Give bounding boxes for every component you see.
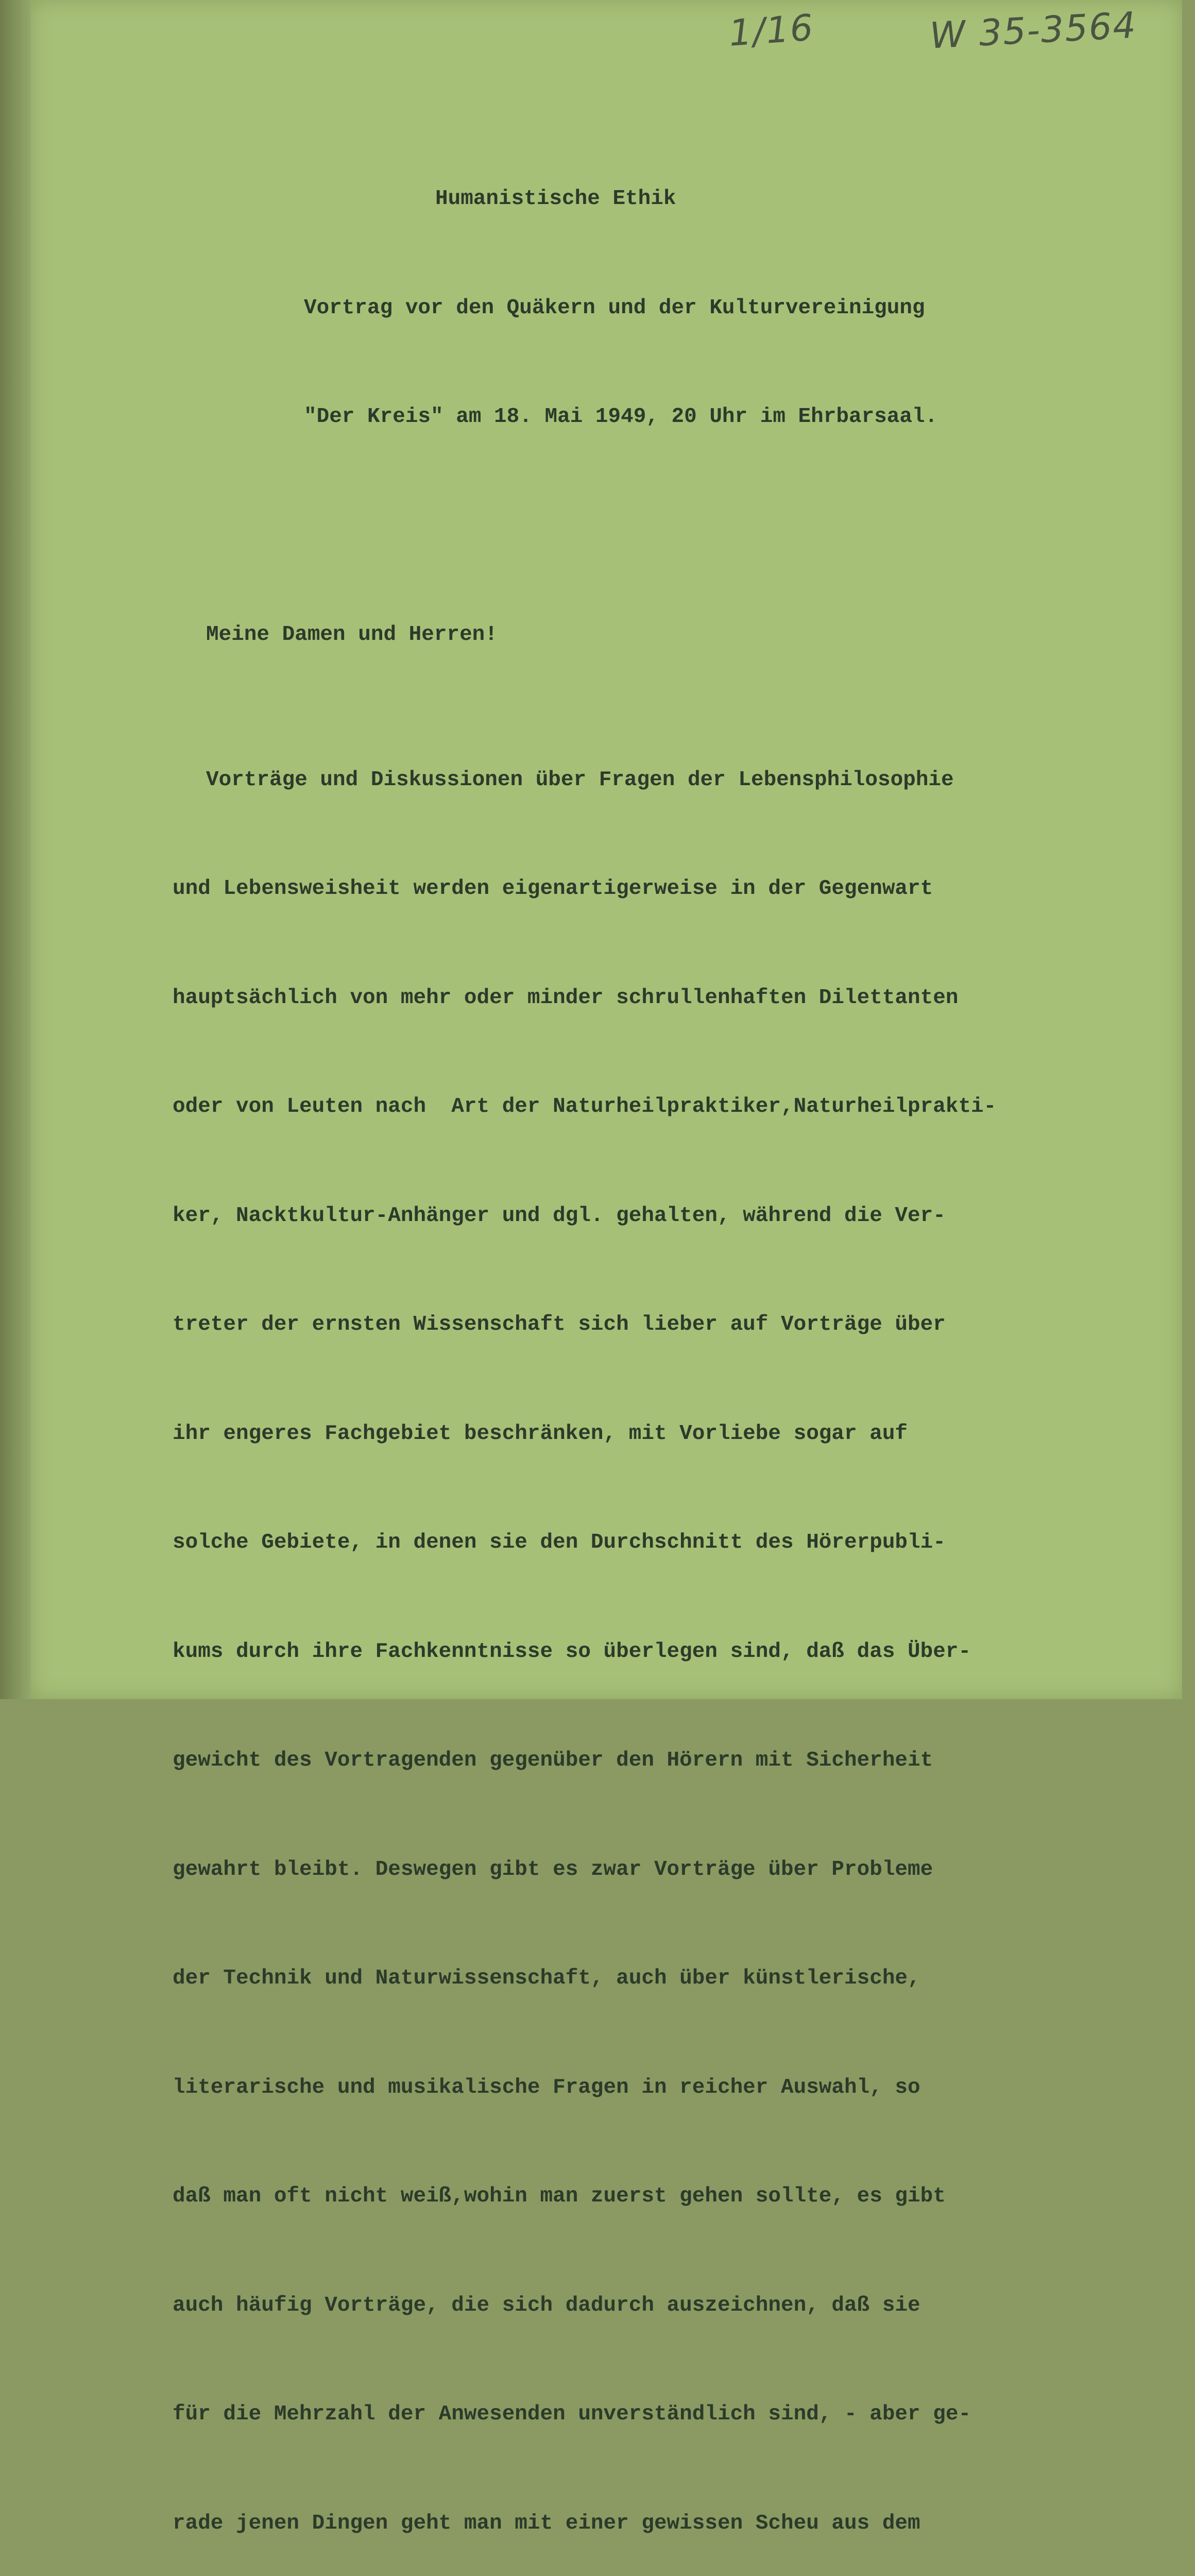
salutation: Meine Damen und Herren!	[206, 622, 498, 647]
text-line: hauptsächlich von mehr oder minder schrullenhaften Dilettanten	[173, 986, 959, 1010]
text-line: gewicht des Vortragenden gegenüber den Hörern mit Sicherheit	[173, 1749, 933, 1772]
text-line: treter der ernsten Wissenschaft sich lieber auf Vorträge über	[173, 1313, 946, 1336]
text-line: gewahrt bleibt. Deswegen gibt es zwar Vorträge über Probleme	[173, 1857, 933, 1882]
handwritten-page-number: 1/16	[727, 6, 815, 55]
text-line: ker, Nacktkultur-Anhänger und dgl. gehalten, während die Ver-	[173, 1204, 946, 1228]
text-line: rade jenen Dingen geht man mit einer gewissen Scheu aus dem	[173, 2511, 920, 2535]
document-subtitle-line-2: "Der Kreis" am 18. Mai 1949, 20 Uhr im Ehrbarsaal.	[304, 405, 938, 429]
text-line: literarische und musikalische Fragen in reicher Auswahl, so	[173, 2075, 920, 2099]
text-line: solche Gebiete, in denen sie den Durchschnitt des Hörerpubli-	[173, 1531, 946, 1554]
text-line: ihr engeres Fachgebiet beschränken, mit Vorliebe sogar auf	[173, 1421, 908, 1446]
document-subtitle-line-1: Vortrag vor den Quäkern und der Kulturvereinigung	[304, 296, 925, 320]
text-line: Vorträge und Diskussionen über Fragen der Lebensphilosophie	[206, 768, 954, 792]
text-line: oder von Leuten nach Art der Naturheilpraktiker,Naturheilprakti-	[173, 1095, 997, 1118]
handwritten-archive-code: W 35-3564	[929, 4, 1138, 57]
text-line: auch häufig Vorträge, die sich dadurch auszeichnen, daß sie	[173, 2293, 920, 2317]
text-line: kums durch ihre Fachkenntnisse so überlegen sind, daß das Über-	[173, 1639, 971, 1664]
text-line: der Technik und Naturwissenschaft, auch über künstlerische,	[173, 1967, 920, 1990]
text-line: für die Mehrzahl der Anwesenden unverständlich sind, - aber ge-	[173, 2402, 971, 2426]
document-title: Humanistische Ethik	[435, 187, 676, 211]
text-line: und Lebensweisheit werden eigenartigerweise in der Gegenwart	[173, 877, 933, 901]
text-line: daß man oft nicht weiß,wohin man zuerst gehen sollte, es gibt	[173, 2184, 946, 2208]
typed-text-body	[173, 108, 1151, 2576]
page-shadow-edge	[0, 0, 31, 1699]
spacer	[173, 508, 1151, 544]
